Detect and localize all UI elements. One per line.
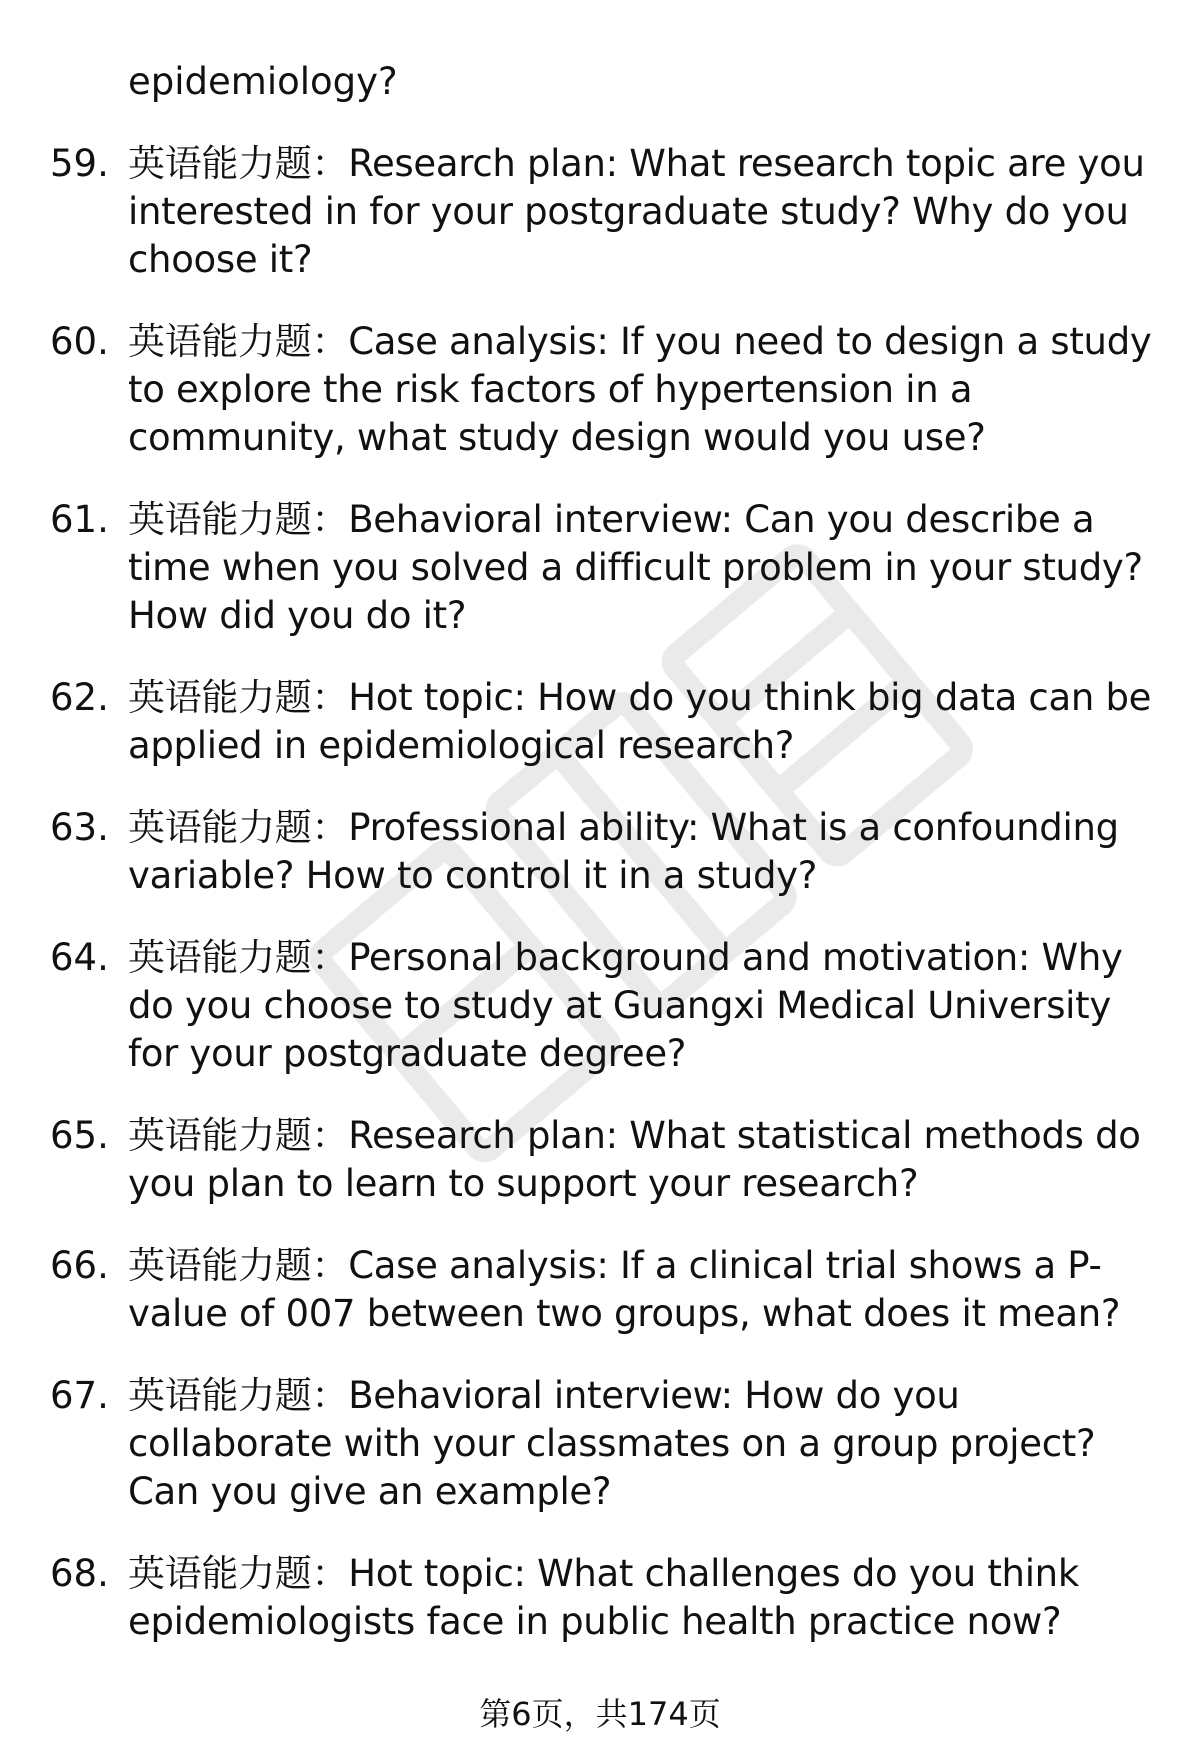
- question-prefix: 英语能力题：: [128, 320, 349, 363]
- question-number: 61.: [50, 498, 109, 541]
- question-item: [50, 804, 1160, 900]
- question-text: [128, 1372, 1160, 1516]
- question-text: [128, 1242, 1160, 1338]
- question-body: Case analysis: If you need to design a study to explore the risk factors of hypertension in a community, what study design would you use?: [128, 320, 1152, 459]
- question-item: [50, 318, 1160, 462]
- question-prefix: 英语能力题：: [128, 1374, 349, 1417]
- question-text: [128, 496, 1160, 640]
- question-number: 67.: [50, 1374, 109, 1417]
- question-item: [50, 1550, 1160, 1646]
- question-text: [128, 1550, 1160, 1646]
- question-number: 62.: [50, 676, 109, 719]
- question-prefix: 英语能力题：: [128, 1552, 349, 1595]
- question-number: 68.: [50, 1552, 109, 1595]
- question-number: 65.: [50, 1114, 109, 1157]
- question-item: [50, 140, 1160, 284]
- question-text: [128, 674, 1160, 770]
- question-item: [50, 496, 1160, 640]
- question-number: 63.: [50, 806, 109, 849]
- question-text: [128, 318, 1160, 462]
- question-prefix: 英语能力题：: [128, 1114, 349, 1157]
- question-prefix: 英语能力题：: [128, 676, 349, 719]
- question-number: 60.: [50, 320, 109, 363]
- question-body: Hot topic: How do you think big data can be applied in epidemiological research?: [128, 676, 1152, 767]
- question-item: [50, 1242, 1160, 1338]
- question-prefix: 英语能力题：: [128, 1244, 349, 1287]
- question-text: [128, 934, 1160, 1078]
- question-prefix: 英语能力题：: [128, 936, 349, 979]
- question-number: 66.: [50, 1244, 109, 1287]
- question-list: [50, 58, 1160, 1680]
- question-body: Hot topic: What challenges do you think epidemiologists face in public health practice now?: [128, 1552, 1079, 1643]
- question-item: [50, 1112, 1160, 1208]
- question-body: Research plan: What research topic are you interested in for your postgraduate study? Why do you choose it?: [128, 142, 1145, 281]
- question-text: [128, 804, 1160, 900]
- question-body: Research plan: What statistical methods do you plan to learn to support your research?: [128, 1114, 1141, 1205]
- question-text: [128, 140, 1160, 284]
- question-body: Behavioral interview: Can you describe a time when you solved a difficult problem in your study? How did you do it?: [128, 498, 1143, 637]
- question-item: [50, 1372, 1160, 1516]
- question-number: 59.: [50, 142, 109, 185]
- question-text: [128, 1112, 1160, 1208]
- question-prefix: 英语能力题：: [128, 498, 349, 541]
- question-prefix: 英语能力题：: [128, 142, 349, 185]
- question-item: [50, 934, 1160, 1078]
- continued-text: epidemiology?: [128, 60, 398, 103]
- question-item: [50, 674, 1160, 770]
- page-footer: 第6页，共174页: [479, 1695, 721, 1733]
- question-body: Case analysis: If a clinical trial shows a P-value of 007 between two groups, what does it mean?: [128, 1244, 1121, 1335]
- question-body: Behavioral interview: How do you collaborate with your classmates on a group project? Can you give an example?: [128, 1374, 1096, 1513]
- question-number: 64.: [50, 936, 109, 979]
- question-body: Professional ability: What is a confounding variable? How to control it in a study?: [128, 806, 1119, 897]
- question-prefix: 英语能力题：: [128, 806, 349, 849]
- question-body: Personal background and motivation: Why do you choose to study at Guangxi Medical University for your postgraduate degree?: [128, 936, 1123, 1075]
